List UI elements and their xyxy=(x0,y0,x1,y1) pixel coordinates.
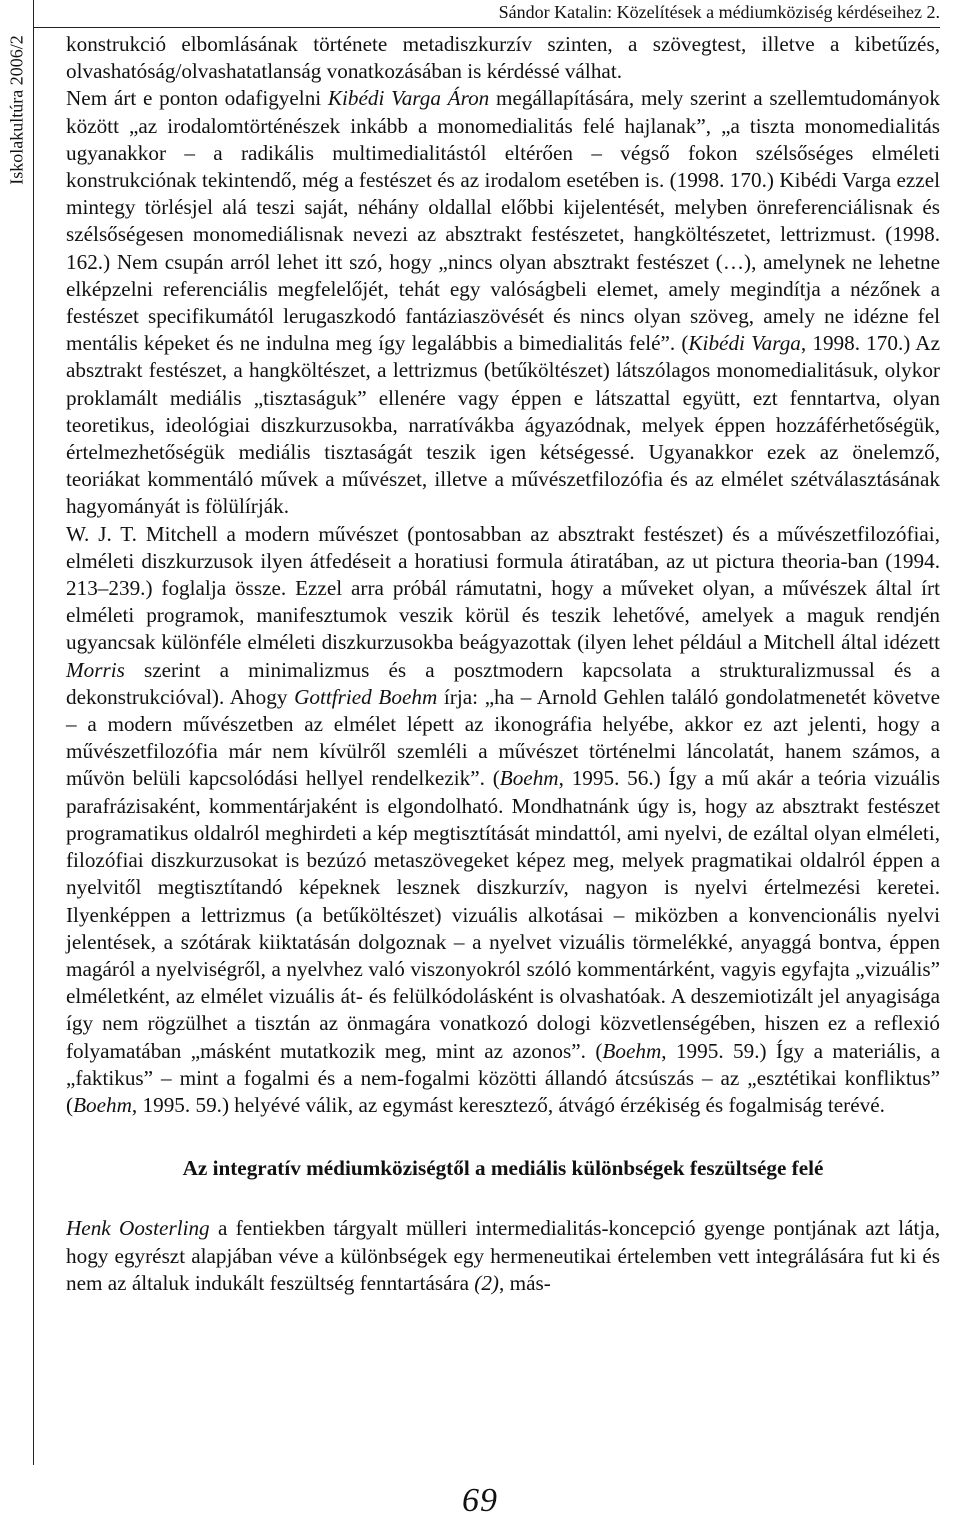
text-run: , 1998. 170.) Az absztrakt festészet, a hangköltészet, a lettrizmus (betűköltészet) látszólagos monomedialitásuk, olykor proklamált mediális „tisztaságuk” ellenére vagy éppen e látszattal együtt, ezt fenntartva, olyan teoretikus, ideológiai diszkurzusokba, narratívákba ágyazódnak, melyek éppen hozzáférhetőségük, értelmezhetőségük mediális tisztaságát teszik igen kétségessé. Ugyanakkor ezek az önelemző, teoriákat kommentáló művek a művészet, illetve a művészetfilozófia és az elmélet szétválasztásának hagyományát is fölülírják. xyxy=(66,331,940,519)
text-run: , 1995. 59.) helyévé válik, az egymást keresztező, átvágó érzékiség és fogalmiság terévé. xyxy=(131,1092,885,1117)
italic-text: (2) xyxy=(474,1270,499,1295)
text-run: W. J. T. Mitchell a modern művészet (pontosabban az absztrakt festészet) és a művészetfilozófiai, elméleti diszkurzusok ilyen átfedéseit a horatiusi formula átiratában, az ut pictura theoria-ban (1994. 213–239.) foglalja össze. Ezzel arra próbál rámutatni, hogy a műveket olyan, a művészek által írt elméleti programok, manifesztumok veszik körül és teszik lehetővé, amelyek a maguk rendjén ugyancsak különféle elméleti diszkurzusokba beágyazottak (ilyen lehet például a Mitchell által idézett xyxy=(66,521,940,655)
italic-text: Kibédi Varga xyxy=(688,331,801,356)
text-run: szerint a minimalizmus és a posztmodern kapcsolata a strukturalizmussal és a dekonstrukcióval). Ahogy xyxy=(66,657,940,709)
italic-text: Morris xyxy=(66,657,125,682)
journal-label: Iskolakultúra 2006/2 xyxy=(6,35,27,185)
text-run: írja: „ha – Arnold Gehlen találó gondolatmenetét követve – a modern művészetben az elmélet lépett az ikonográfia helyébe, akkor ez azt jelenti, hogy a művészetfilozófia már nem kívülről szemléli a művészet történelmi láncolatát, hanem számos, a művön belüli kapcsolódási hellyel rendelkezik”. ( xyxy=(66,684,940,791)
text-run: Nem árt e ponton odafigyelni xyxy=(66,86,328,111)
text-run: , 1995. 59.) Így a materiális, a „faktikus” – mint a fogalmi és a nem-fogalmi közötti állandó átcsúszás – az „esztétikai konfliktus” ( xyxy=(66,1038,940,1117)
page-number: 69 xyxy=(462,1482,498,1519)
text-run: konstrukció elbomlásának története metadiszkurzív szinten, a szövegtest, illetve a kibetűzés, olvashatóság/olvashatatlanság vonatkozásában is kérdéssé válhat. xyxy=(66,32,940,84)
italic-text: Henk Oosterling xyxy=(66,1216,210,1241)
paragraph xyxy=(66,521,940,1119)
running-header: Sándor Katalin: Közelítések a médiumköziség kérdéseihez 2. xyxy=(498,2,940,22)
text-run: , más- xyxy=(499,1270,551,1295)
paragraph xyxy=(66,1215,940,1297)
text-run: megállapítására, mely szerint a szellemtudományok között „az irodalomtörténészek inkább a monomedialitás felé hajlanak”, „a tiszta monomedialitás ugyanakkor – a radikális multimedialitástól eltérően – végső fokon szélsőséges elméleti konstrukciónak tekintendő, még a festészet és az irodalom esetében is. (1998. 170.) Kibédi Varga ezzel mintegy törlésjel alá teszi saját, néhány oldallal előbbi kijelentését, melyben önreferenciálisnak és szélsőségesen monomediálisnak nevezi az absztrakt festészetet, hangköltészetet, lettrizmust. (1998. 162.) Nem csupán arról lehet itt szó, hogy „nincs olyan absztrakt festészet (…), amelynek ne lehetne elképzelni referenciális megfelelőjét, tehát egy valóságbeli elemet, amely megindítja a nézőnek a festészet specifikumától lerugaszkodó fantáziaszövését és nincs olyan szöveg, amely ne idézne fel mentális képeket és ne indulna meg így legalábbis a bimedialitás felé”. ( xyxy=(66,86,940,356)
italic-text: Kibédi Varga Áron xyxy=(327,86,490,111)
header-rule xyxy=(33,27,940,28)
paragraph xyxy=(66,31,940,85)
section-heading: Az integratív médiumköziségtől a mediális különbségek feszültsége felé xyxy=(182,1156,824,1181)
italic-text: Boehm xyxy=(602,1038,662,1063)
italic-text: Boehm xyxy=(73,1092,132,1117)
article-body xyxy=(66,31,940,1297)
side-margin xyxy=(0,0,34,1465)
paragraph xyxy=(66,85,940,520)
italic-text: Boehm xyxy=(499,766,559,791)
text-run: , 1995. 56.) Így a mű akár a teória vizuális parafrázisaként, kommentárjaként is elgondolható. Mondhatnánk úgy is, hogy az absztrakt festészet programatikus oldalról meghirdeti a kép megtisztítását mindattól, ami nyelvi, de ezáltal olyan elméleti, filozófiai diszkurzusokat is bezúzó metaszövegeket képez meg, melyek pragmatikai oldalról éppen a nyelvitől megtisztítandó képeknek lesznek diszkurzív, nagyon is nyelvi értelmezési keretei. Ilyenképpen a lettrizmus (a betűköltészet) vizuális alkotásai – miközben a konvencionális nyelvi jelentések, a szótárak kiiktatásán dolgoznak – a nyelvet vizuális törmelékké, anyaggá bontva, éppen magáról a nyelviségről, a nyelvhez való viszonyokról szóló kommentárként, vagyis egyfajta „vizuális” elméletként, az elmélet vizuális át- és felülkódolásként is olvashatóak. A deszemiotizált jel anyagisága így nem rögzülhet a tisztán az önmagára vonatkozó dologi közvetlenségében, hiszen ez a reflexió folyamatában „másként mutatkozik meg, mint az azonos”. ( xyxy=(66,766,940,1063)
italic-text: Gottfried Boehm xyxy=(294,684,438,709)
text-run: a fentiekben tárgyalt mülleri intermedialitás-koncepció gyenge pontjának azt látja, hogy egyrészt alapjában véve a különbségek egy hermeneutikai értelemben vett integrálására fut ki és nem az általuk indukált feszültség fenntartására xyxy=(66,1216,941,1295)
